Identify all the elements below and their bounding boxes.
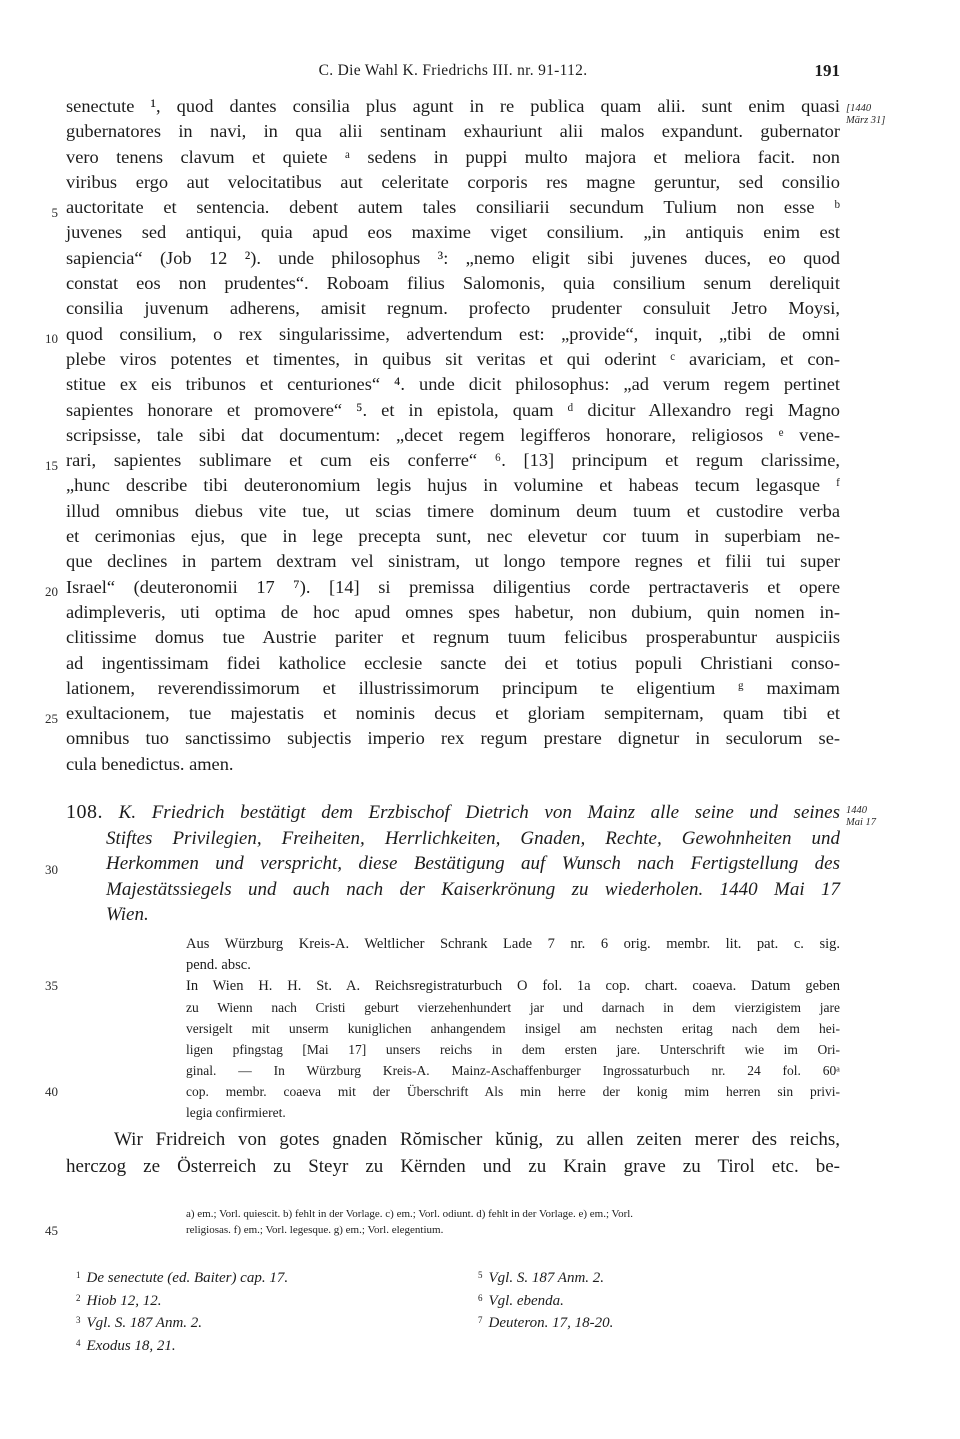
- document-heading-line: Stiftes Privilegien, Freiheiten, Herrlichkeiten, Gnaden, Rechte, Gewohnheiten und: [106, 827, 840, 849]
- text-line: clitissime domus tue Austrie pariter et regnum tuum felicibus prosperabuntur auspiciis: [66, 627, 840, 648]
- footnote-number: 6: [478, 1292, 483, 1303]
- margin-date-1-year: [1440: [846, 103, 872, 114]
- footnote: [478, 1287, 613, 1310]
- text-line: juvenes sed antiqui, quia apud eos maxime viget consilium. „in antiquis enim est: [66, 222, 840, 243]
- footnote-number: 1: [76, 1270, 81, 1280]
- text-line: Israel“ (deuteronomii 17 ⁷). [14] si premissa diligentius corde pertractaveris et opere: [66, 576, 840, 597]
- text-line: senectute ¹, quod dantes consilia plus agunt in re publica quam alii. sunt enim quasi: [66, 96, 840, 116]
- footnote-text: Deuteron. 17, 18-20.: [488, 1315, 614, 1331]
- text-line: rari, sapientes sublimare et cum eis conferre“ ⁶. [13] principum et regum clarissime,: [66, 450, 840, 471]
- intro-line: herczog ze Österreich zu Steyr zu Kërnden und zu Krain grave zu Tirol etc. be-: [66, 1156, 840, 1177]
- text-line: gubernatores in navi, in qua alii sentinam exhauriunt alii malos expandunt. gubernator: [66, 121, 840, 142]
- margin-date-2-year: 1440: [846, 805, 867, 816]
- footnote-text: Vgl. S. 187 Anm. 2.: [86, 1315, 203, 1331]
- footnote: [76, 1287, 288, 1310]
- text-line: viribus ergo aut velocitatibus aut celeritate corporis res magne geruntur, sed consilio: [66, 171, 840, 192]
- text-line: „hunc describe tibi deuteronomium legis hujus in volumine et habeas tecum legasque ᶠ: [66, 475, 840, 496]
- text-line: sapiencia“ (Job 12 ²). unde philosophus ³: „nemo eligit sibi juvenes duces, eo quod: [66, 247, 840, 268]
- source-line: cop. membr. coaeva mit der Überschrift Als min herre der konig mim herren sin privi-: [186, 1084, 840, 1099]
- source-line: ligen pfingstag [Mai 17] unsers reichs in dem ersten jare. Unterschrift wie im Ori-: [186, 1042, 840, 1057]
- text-line: adimpleveris, uti optima de hoc apud omnes spes habetur, non dubium, quin nomen in-: [66, 601, 840, 622]
- footnotes-right-column: [478, 1264, 613, 1332]
- footnote-number: 5: [478, 1270, 483, 1280]
- document-heading-line: Herkommen und verspricht, diese Bestätigung auf Wunsch nach Fertigstellung des: [106, 853, 840, 874]
- running-title: C. Die Wahl K. Friedrichs III. nr. 91-112.: [318, 62, 588, 79]
- line-number: 25: [45, 711, 58, 726]
- document-number: 108.: [66, 801, 103, 823]
- footnote-text: Hiob 12, 12.: [86, 1292, 162, 1309]
- line-number: 10: [45, 331, 58, 346]
- text-line: constat eos non prudentes“. Roboam filius Salomonis, quia consilium senum dereliquit: [66, 273, 840, 294]
- source-line: pend. absc.: [186, 957, 251, 973]
- line-number: 35: [45, 978, 58, 993]
- source-line: versigelt mit unserm kuniglichen anhangendem insigel am nechsten eritag nach dem hei-: [186, 1021, 840, 1036]
- text-line: et cerimonias ejus, que in lege precepta sunt, nec elevetur cor tuum in superbiam ne-: [66, 526, 840, 547]
- footnote-number: 4: [76, 1337, 81, 1348]
- margin-date-2-day: Mai 17: [846, 817, 877, 828]
- text-line: consilia juvenum adherens, amisit regnum. profecto prudenter consuluit Jetro Moysi,: [66, 298, 840, 319]
- footnotes-left-column: [76, 1264, 288, 1354]
- text-line: auctoritate et sentencia. debent autem tales consiliarii secundum Tulium non esse ᵇ: [66, 197, 840, 218]
- document-heading: [66, 800, 840, 928]
- source-line: In Wien H. H. St. A. Reichsregistraturbuch O fol. 1a cop. chart. coaeva. Datum geben: [186, 978, 840, 994]
- footnote-text: Vgl. S. 187 Anm. 2.: [488, 1270, 605, 1286]
- footnote: [478, 1309, 613, 1332]
- main-text-block: [66, 94, 840, 777]
- text-line: omnibus tuo sanctissimo subjectis imperio rex regum prestare dignetur in seculorum se-: [66, 728, 840, 749]
- document-heading-line: Majestätssiegels und auch nach der Kaiserkrönung zu wiederholen. 1440 Mai 17: [106, 878, 840, 900]
- text-line: quod consilium, o rex singularissime, advertendum est: „provide“, inquit, „tibi de omni: [66, 323, 840, 344]
- footnote: [76, 1332, 288, 1355]
- footnote-text: Vgl. ebenda.: [488, 1292, 564, 1309]
- line-number: 40: [45, 1084, 58, 1099]
- apparatus-notes: [186, 1206, 840, 1238]
- line-number: 5: [51, 205, 58, 220]
- line-number: 20: [45, 584, 58, 599]
- page-number: 191: [814, 61, 840, 80]
- text-line: ad ingentissimam fidei katholice ecclesie sancte dei et totius populi Christiani conso-: [66, 652, 840, 673]
- apparatus-note-line: religiosas. f) em.; Vorl. legesque. g) em.; Vorl. elegentium.: [186, 1224, 444, 1236]
- footnote-number: 2: [76, 1292, 81, 1303]
- source-line: ginal. — In Würzburg Kreis-A. Mainz-Aschaffenburger Ingrossaturbuch nr. 24 fol. 60ᵃ: [186, 1063, 840, 1078]
- footnote-number: 3: [76, 1315, 81, 1325]
- footnote: [76, 1264, 288, 1287]
- text-line: que declines in partem dextram vel sinistram, ut longo tempore regnes et filii tui super: [66, 551, 840, 572]
- footnote-number: 7: [478, 1315, 483, 1325]
- source-line: legia confirmieret.: [186, 1105, 286, 1120]
- intro-line: Wir Fridreich von gotes gnaden Rŏmischer kŭnig, zu allen zeiten merer des reichs,: [114, 1129, 840, 1150]
- margin-date-1-day: März 31]: [846, 115, 886, 126]
- footnote-text: Exodus 18, 21.: [86, 1337, 176, 1354]
- footnote: [76, 1309, 288, 1332]
- source-line: Aus Würzburg Kreis-A. Weltlicher Schrank Lade 7 nr. 6 orig. membr. lit. pat. c. sig.: [186, 936, 840, 952]
- document-heading-line: Wien.: [106, 904, 149, 925]
- text-line: cula benedictus. amen.: [66, 753, 234, 774]
- footnote-text: De senectute (ed. Baiter) cap. 17.: [86, 1270, 289, 1286]
- running-header: [66, 62, 840, 86]
- text-line: lationem, reverendissimorum et illustrissimorum principum te eligentium ᵍ maximam: [66, 677, 840, 698]
- line-number: 15: [45, 458, 58, 473]
- document-heading-text: K. Friedrich bestätigt dem Erzbischof Dietrich von Mainz alle seine und seines: [118, 802, 840, 823]
- text-line: scripsisse, tale sibi dat documentum: „decet regem legifferos honorare, religiosos ᵉ vene-: [66, 424, 840, 445]
- source-description: [186, 934, 840, 1123]
- text-line: stitue ex eis tribunos et centuriones“ ⁴. unde dicit philosophus: „ad verum regem pertinet: [66, 374, 840, 395]
- text-line: exultacionem, tue majestatis et nominis decus et gloriam sempiternam, quam tibi et: [66, 703, 840, 724]
- line-number: 30: [45, 862, 58, 877]
- text-line: vero tenens clavum et quiete ᵃ sedens in puppi multo majora et meliora facit. non: [66, 146, 840, 167]
- document-intro: [66, 1126, 840, 1180]
- apparatus-note-line: a) em.; Vorl. quiescit. b) fehlt in der Vorlage. c) em.; Vorl. odiunt. d) fehlt in der Vorlage. e) em.; Vorl.: [186, 1208, 634, 1220]
- line-number: 45: [45, 1223, 58, 1238]
- source-line: zu Wienn nach Cristi geburt vierzehenhundert jar und darnach in dem vierzigistem jare: [186, 1000, 840, 1015]
- text-line: illud omnibus diebus vite tue, ut scias timere dominum deum tuum et custodire verba: [66, 500, 840, 521]
- footnote: [478, 1264, 613, 1287]
- document-heading-line: [66, 800, 840, 826]
- margin-date-2: [846, 805, 876, 829]
- text-line: sapientes honorare et promovere“ ⁵. et in epistola, quam ᵈ dicitur Allexandro regi Magno: [66, 399, 840, 420]
- margin-date-1: [846, 103, 885, 127]
- text-line: plebe viros potentes et timentes, in quibus sit veritas et qui oderint ᶜ avariciam, et con-: [66, 348, 840, 369]
